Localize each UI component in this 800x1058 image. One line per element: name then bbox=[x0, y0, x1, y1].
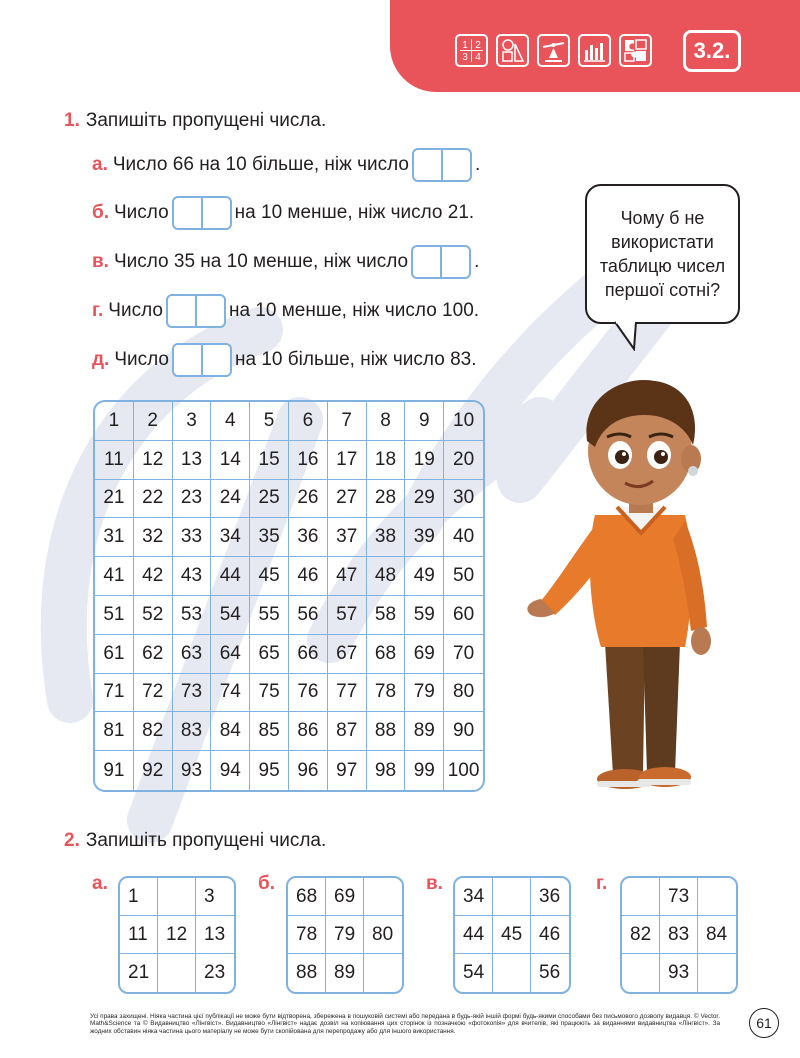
hundred-table-cell: 23 bbox=[173, 480, 212, 519]
hundred-table-cell: 97 bbox=[328, 751, 367, 790]
hundred-table-cell: 98 bbox=[367, 751, 406, 790]
svg-text:4: 4 bbox=[475, 52, 481, 63]
hundred-table-cell: 40 bbox=[444, 518, 483, 557]
grid-cell-empty[interactable] bbox=[493, 878, 531, 916]
hundred-table-cell: 82 bbox=[134, 712, 173, 751]
grid-cell: 73 bbox=[660, 878, 698, 916]
hundred-table-cell: 51 bbox=[95, 596, 134, 635]
hundred-table-cell: 11 bbox=[95, 441, 134, 480]
grid-cell: 44 bbox=[455, 916, 493, 954]
hundred-table-cell: 85 bbox=[250, 712, 289, 751]
hundred-table-cell: 17 bbox=[328, 441, 367, 480]
task2-grid-a bbox=[118, 876, 236, 994]
grid-cell: 83 bbox=[660, 916, 698, 954]
hundred-table-cell: 45 bbox=[250, 557, 289, 596]
hundred-table-cell: 64 bbox=[211, 635, 250, 674]
hundred-table-cell: 28 bbox=[367, 480, 406, 519]
scales-icon bbox=[537, 34, 570, 67]
hundred-table-cell: 91 bbox=[95, 751, 134, 790]
hundred-table-cell: 58 bbox=[367, 596, 406, 635]
grid-cell: 84 bbox=[698, 916, 736, 954]
hundred-table-cell: 42 bbox=[134, 557, 173, 596]
hundred-table-cell: 35 bbox=[250, 518, 289, 557]
grid-cell: 34 bbox=[455, 878, 493, 916]
svg-text:2: 2 bbox=[475, 40, 481, 51]
hundred-table-cell: 75 bbox=[250, 674, 289, 713]
grid-cell: 69 bbox=[326, 878, 364, 916]
hundred-table-cell: 30 bbox=[444, 480, 483, 519]
hundred-table-cell: 54 bbox=[211, 596, 250, 635]
bar-chart-icon bbox=[578, 34, 611, 67]
hundred-table-cell: 14 bbox=[211, 441, 250, 480]
hundred-table-cell: 96 bbox=[289, 751, 328, 790]
hundred-table-cell: 95 bbox=[250, 751, 289, 790]
grid-cell-empty[interactable] bbox=[622, 954, 660, 992]
boy-illustration bbox=[525, 375, 755, 795]
task1-title bbox=[64, 110, 326, 132]
item-text-after: . bbox=[474, 154, 481, 175]
hundred-table-cell: 26 bbox=[289, 480, 328, 519]
page-number: 61 bbox=[749, 1008, 779, 1038]
hundred-table-cell: 8 bbox=[367, 402, 406, 441]
copyright-notice: Усі права захищені. Ніяка частина цієї публікації не може бути відтворена, збережена в пошуковій системі або передана в будь-якій іншій формі будь-якими способами без письмового дозволу видавця. © Vector. Math&Science та © Видавництво «Лінгвіст». Видавництво «Лінгвіст» надає дозвіл на копіювання цих сторінок із позначкою «фотокопія» для вчителів, які працюють за виданнями видавництва «Лінгвіст». За жодних обставин ніяка частина цього матеріалу не може бути скопійована для перепродажу або для іншого використання. bbox=[90, 1013, 720, 1035]
hundred-table-cell: 66 bbox=[289, 635, 328, 674]
hundred-table-cell: 52 bbox=[134, 596, 173, 635]
hundred-table-cell: 3 bbox=[173, 402, 212, 441]
grid-cell-empty[interactable] bbox=[698, 954, 736, 992]
hundred-table-cell: 55 bbox=[250, 596, 289, 635]
hundred-table-cell: 31 bbox=[95, 518, 134, 557]
hundred-table-cell: 21 bbox=[95, 480, 134, 519]
hundred-table-cell: 86 bbox=[289, 712, 328, 751]
hundred-table-cell: 44 bbox=[211, 557, 250, 596]
hundred-table-cell: 27 bbox=[328, 480, 367, 519]
hundred-table-cell: 71 bbox=[95, 674, 134, 713]
shapes-icon bbox=[496, 34, 529, 67]
item-letter: в. bbox=[92, 251, 109, 272]
hundred-table-cell: 32 bbox=[134, 518, 173, 557]
task1-item-c bbox=[92, 245, 479, 279]
item-letter: г. bbox=[92, 300, 104, 321]
hundred-table-cell: 39 bbox=[405, 518, 444, 557]
hundred-table-cell: 4 bbox=[211, 402, 250, 441]
grid-cell: 54 bbox=[455, 954, 493, 992]
grid-cell: 88 bbox=[288, 954, 326, 992]
hundred-table-cell: 72 bbox=[134, 674, 173, 713]
hundred-table-cell: 81 bbox=[95, 712, 134, 751]
grid-cell: 78 bbox=[288, 916, 326, 954]
hundred-table-cell: 6 bbox=[289, 402, 328, 441]
hundred-table-cell: 53 bbox=[173, 596, 212, 635]
hundred-table-cell: 43 bbox=[173, 557, 212, 596]
hundred-table-cell: 2 bbox=[134, 402, 173, 441]
hundred-table-cell: 99 bbox=[405, 751, 444, 790]
answer-box[interactable] bbox=[411, 245, 471, 279]
task2-title bbox=[64, 830, 326, 852]
item-letter: б. bbox=[92, 202, 110, 223]
hundred-table-cell: 33 bbox=[173, 518, 212, 557]
hundred-table-cell: 60 bbox=[444, 596, 483, 635]
grid-cell: 46 bbox=[531, 916, 569, 954]
hundred-table-cell: 7 bbox=[328, 402, 367, 441]
hundred-table-cell: 18 bbox=[367, 441, 406, 480]
grid-cell-empty[interactable] bbox=[364, 954, 402, 992]
hundred-table-cell: 80 bbox=[444, 674, 483, 713]
grid-cell: 45 bbox=[493, 916, 531, 954]
hundred-table-cell: 48 bbox=[367, 557, 406, 596]
hundred-table-cell: 62 bbox=[134, 635, 173, 674]
grid-cell: 68 bbox=[288, 878, 326, 916]
task2-letter-c: в. bbox=[426, 873, 443, 894]
task2-grid-c bbox=[453, 876, 571, 994]
svg-text:1: 1 bbox=[462, 40, 468, 51]
hundred-table-cell: 93 bbox=[173, 751, 212, 790]
hundred-table-cell: 12 bbox=[134, 441, 173, 480]
speech-bubble-text: Чому б не використати таблицю чисел першої сотні? bbox=[599, 208, 726, 300]
grid-cell: 23 bbox=[204, 962, 226, 983]
grid-cell: 56 bbox=[539, 962, 561, 983]
item-letter: д. bbox=[92, 349, 110, 370]
hundred-table-cell: 19 bbox=[405, 441, 444, 480]
numbers-grid-icon bbox=[455, 34, 488, 67]
hundred-table-cell: 73 bbox=[173, 674, 212, 713]
grid-cell: 13 bbox=[196, 916, 234, 954]
hundred-table-cell: 47 bbox=[328, 557, 367, 596]
item-text-after: . bbox=[474, 251, 480, 272]
task2-grid-b bbox=[286, 876, 404, 994]
grid-cell-empty[interactable] bbox=[158, 878, 196, 916]
item-text-before: Число 35 на 10 менше, ніж число bbox=[113, 251, 409, 272]
task1-number: 1. bbox=[64, 110, 80, 131]
hundred-table-cell: 10 bbox=[444, 402, 483, 441]
hundred-table-cell: 83 bbox=[173, 712, 212, 751]
hundred-table-cell: 38 bbox=[367, 518, 406, 557]
grid-cell: 11 bbox=[120, 916, 158, 954]
grid-cell: 89 bbox=[326, 954, 364, 992]
item-text-after: на 10 менше, ніж число 100. bbox=[228, 300, 480, 321]
hundred-table-cell: 34 bbox=[211, 518, 250, 557]
hundred-table-cell: 94 bbox=[211, 751, 250, 790]
hundred-table-cell: 89 bbox=[405, 712, 444, 751]
task1-item-b bbox=[92, 196, 474, 230]
speech-bubble-tail bbox=[614, 321, 638, 351]
item-text-before: Число bbox=[114, 202, 169, 223]
hundred-table-cell: 61 bbox=[95, 635, 134, 674]
grid-cell: 3 bbox=[196, 878, 234, 916]
hundred-table-cell: 84 bbox=[211, 712, 250, 751]
item-text-after: на 10 менше, ніж число 21. bbox=[234, 202, 475, 223]
lesson-number-badge: 3.2. bbox=[683, 30, 741, 72]
hundred-table-cell: 46 bbox=[289, 557, 328, 596]
answer-box[interactable] bbox=[172, 343, 232, 377]
hundred-table-cell: 9 bbox=[405, 402, 444, 441]
hundred-table-cell: 69 bbox=[405, 635, 444, 674]
svg-text:3: 3 bbox=[462, 52, 468, 63]
hundred-table-cell: 24 bbox=[211, 480, 250, 519]
grid-cell: 1 bbox=[120, 878, 158, 916]
answer-box[interactable] bbox=[412, 148, 472, 182]
task1-item-d bbox=[92, 294, 479, 328]
hundred-table-cell: 49 bbox=[405, 557, 444, 596]
hundred-table-cell: 41 bbox=[95, 557, 134, 596]
hundred-table-cell: 15 bbox=[250, 441, 289, 480]
hundred-table-cell: 87 bbox=[328, 712, 367, 751]
task2-grid-d bbox=[620, 876, 738, 994]
item-letter: а. bbox=[92, 154, 108, 175]
task2-title-text: Запишіть пропущені числа. bbox=[85, 830, 327, 851]
hundred-table-cell: 57 bbox=[328, 596, 367, 635]
task2-letter-d: г. bbox=[596, 873, 608, 894]
hundred-table-cell: 59 bbox=[405, 596, 444, 635]
hundred-table-cell: 56 bbox=[289, 596, 328, 635]
hundred-table-cell: 36 bbox=[289, 518, 328, 557]
task1-item-a bbox=[92, 148, 480, 182]
hundred-table-cell: 90 bbox=[444, 712, 483, 751]
grid-cell: 12 bbox=[158, 916, 196, 954]
hundred-table bbox=[93, 400, 485, 792]
grid-cell-empty[interactable] bbox=[158, 954, 196, 992]
grid-cell: 82 bbox=[622, 916, 660, 954]
hundred-table-cell: 29 bbox=[405, 480, 444, 519]
hundred-table-cell: 37 bbox=[328, 518, 367, 557]
grid-cell: 93 bbox=[660, 954, 698, 992]
hundred-table-cell: 92 bbox=[134, 751, 173, 790]
hundred-table-cell: 70 bbox=[444, 635, 483, 674]
hundred-table-cell: 100 bbox=[447, 759, 480, 781]
hundred-table-cell: 16 bbox=[289, 441, 328, 480]
grid-cell-empty[interactable] bbox=[493, 954, 531, 992]
item-text-after: на 10 більше, ніж число 83. bbox=[235, 349, 477, 370]
grid-cell-empty[interactable] bbox=[698, 878, 736, 916]
hundred-table-cell: 67 bbox=[328, 635, 367, 674]
hundred-table-cell: 65 bbox=[250, 635, 289, 674]
task1-title-text: Запишіть пропущені числа. bbox=[85, 110, 327, 131]
hundred-table-cell: 1 bbox=[95, 402, 134, 441]
grid-cell: 36 bbox=[531, 878, 569, 916]
hundred-table-cell: 76 bbox=[289, 674, 328, 713]
hundred-table-cell: 77 bbox=[328, 674, 367, 713]
hundred-table-cell: 78 bbox=[367, 674, 406, 713]
task2-number: 2. bbox=[64, 830, 80, 851]
item-text-before: Число bbox=[114, 349, 169, 370]
hundred-table-cell: 5 bbox=[250, 402, 289, 441]
grid-cell-empty[interactable] bbox=[622, 878, 660, 916]
hundred-table-cell: 25 bbox=[250, 480, 289, 519]
puzzle-icon bbox=[619, 34, 652, 67]
answer-box[interactable] bbox=[166, 294, 226, 328]
hundred-table-cell: 74 bbox=[211, 674, 250, 713]
hundred-table-cell: 63 bbox=[173, 635, 212, 674]
speech-bubble bbox=[585, 184, 740, 324]
hundred-table-cell: 79 bbox=[405, 674, 444, 713]
hundred-table-cell: 88 bbox=[367, 712, 406, 751]
hundred-table-cell: 13 bbox=[173, 441, 212, 480]
grid-cell-empty[interactable] bbox=[364, 878, 402, 916]
grid-cell: 80 bbox=[364, 916, 402, 954]
task1-item-e bbox=[92, 343, 476, 377]
hundred-table-cell: 20 bbox=[444, 441, 483, 480]
answer-box[interactable] bbox=[172, 196, 232, 230]
item-text-before: Число bbox=[108, 300, 163, 321]
hundred-table-cell: 68 bbox=[367, 635, 406, 674]
task2-letter-a: а. bbox=[92, 873, 108, 894]
grid-cell: 21 bbox=[120, 954, 158, 992]
hundred-table-cell: 22 bbox=[134, 480, 173, 519]
task2-letter-b: б. bbox=[258, 873, 276, 894]
item-text-before: Число 66 на 10 більше, ніж число bbox=[112, 154, 409, 175]
grid-cell: 79 bbox=[326, 916, 364, 954]
hundred-table-cell: 50 bbox=[444, 557, 483, 596]
